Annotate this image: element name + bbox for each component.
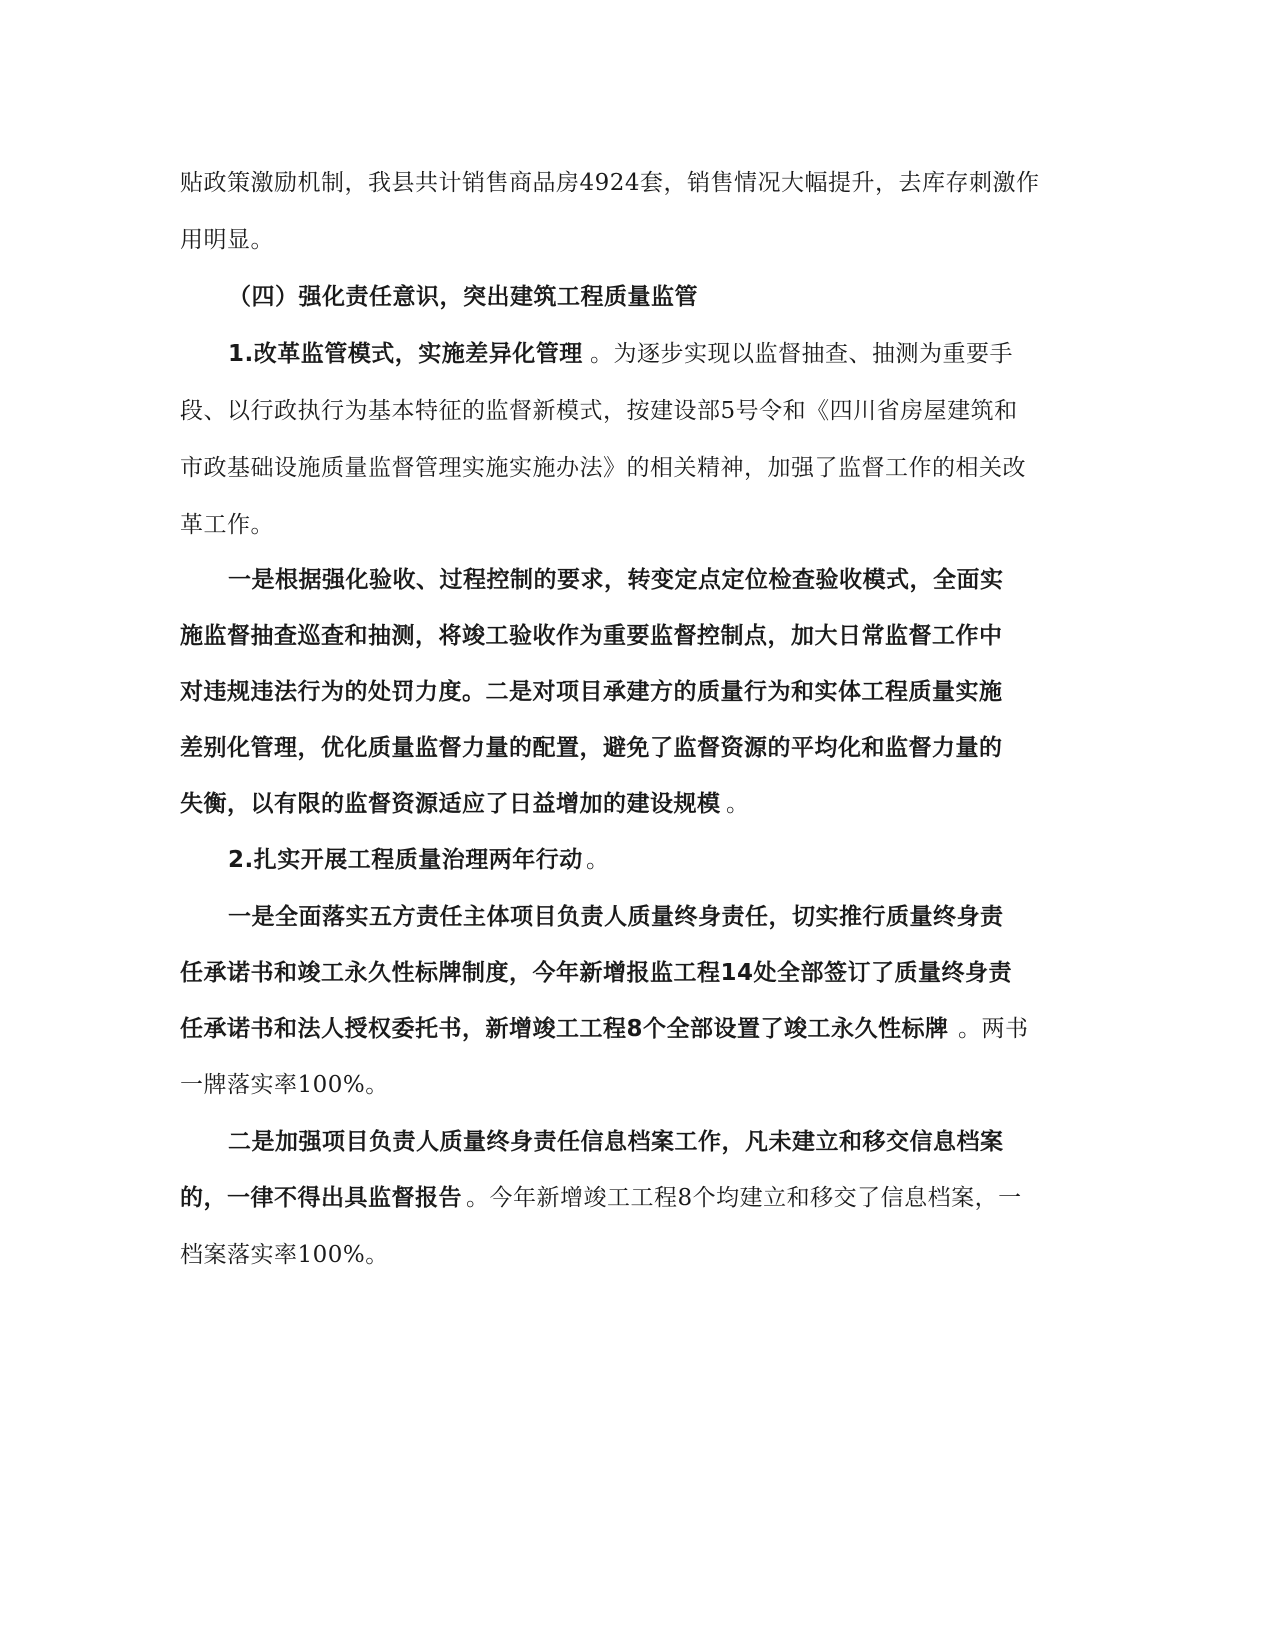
text-segment: 施监督抽查巡查和抽测，将竣工验收作为重要监督控制点，加大日常监督工作中 xyxy=(180,623,1003,649)
text-line xyxy=(0,391,1275,431)
text-line xyxy=(0,334,1275,374)
text-line xyxy=(0,784,1275,824)
text-segment: （四）强化责任意识，突出建筑工程质量监管 xyxy=(228,284,698,310)
text-segment: 失衡，以有限的监督资源适应了日益增加的建设规模 xyxy=(180,791,721,817)
text-segment: 的，一律不得出具监督报告 xyxy=(180,1185,462,1211)
text-segment: 对违规违法行为的处罚力度。二是对项目承建方的质量行为和实体工程质量实施 xyxy=(180,679,1003,705)
text-segment: 市政基础设施质量监督管理实施实施办法》的相关精神，加强了监督工作的相关改 xyxy=(180,455,1026,481)
text-line xyxy=(0,840,1275,880)
text-line xyxy=(0,505,1275,545)
text-segment: 。两书 xyxy=(958,1016,1029,1042)
text-line xyxy=(0,163,1275,203)
text-line xyxy=(0,672,1275,712)
text-line xyxy=(0,220,1275,260)
text-segment: 1.改革监管模式，实施差异化管理 xyxy=(228,341,583,367)
text-line xyxy=(0,953,1275,993)
text-segment: 。今年新增竣工工程8个均建立和移交了信息档案，一 xyxy=(466,1185,1022,1211)
text-line xyxy=(0,1009,1275,1049)
text-line xyxy=(0,616,1275,656)
text-line xyxy=(0,1178,1275,1218)
text-segment: 革工作。 xyxy=(180,512,274,538)
text-line xyxy=(0,1122,1275,1162)
text-segment: 段、以行政执行为基本特征的监督新模式，按建设部5号令和《四川省房屋建筑和 xyxy=(180,398,1018,424)
text-segment: 一是全面落实五方责任主体项目负责人质量终身责任，切实推行质量终身责 xyxy=(228,904,1004,930)
text-line xyxy=(0,728,1275,768)
text-line xyxy=(0,560,1275,600)
text-segment: 一是根据强化验收、过程控制的要求，转变定点定位检查验收模式，全面实 xyxy=(228,567,1004,593)
text-segment: 贴政策激励机制，我县共计销售商品房4924套，销售情况大幅提升，去库存刺激作 xyxy=(180,170,1040,196)
text-segment: 任承诺书和法人授权委托书，新增竣工工程8个全部设置了竣工永久性标牌 xyxy=(180,1016,949,1042)
text-line xyxy=(0,1065,1275,1105)
text-segment: 2.扎实开展工程质量治理两年行动 xyxy=(228,847,583,873)
text-segment: 任承诺书和竣工永久性标牌制度，今年新增报监工程14处全部签订了质量终身责 xyxy=(180,960,1013,986)
text-segment: 一牌落实率100%。 xyxy=(180,1072,389,1098)
text-line xyxy=(0,448,1275,488)
section-heading xyxy=(0,277,1275,317)
text-segment: 。为逐步实现以监督抽查、抽测为重要手 xyxy=(590,341,1013,367)
text-segment: 档案落实率100%。 xyxy=(180,1242,389,1268)
text-segment: 。 xyxy=(586,847,610,873)
text-segment: 二是加强项目负责人质量终身责任信息档案工作，凡未建立和移交信息档案 xyxy=(228,1129,1004,1155)
text-segment: 用明显。 xyxy=(180,227,274,253)
text-line xyxy=(0,897,1275,937)
text-segment: 。 xyxy=(726,791,750,817)
text-line xyxy=(0,1235,1275,1275)
text-segment: 差别化管理，优化质量监督力量的配置，避免了监督资源的平均化和监督力量的 xyxy=(180,735,1003,761)
